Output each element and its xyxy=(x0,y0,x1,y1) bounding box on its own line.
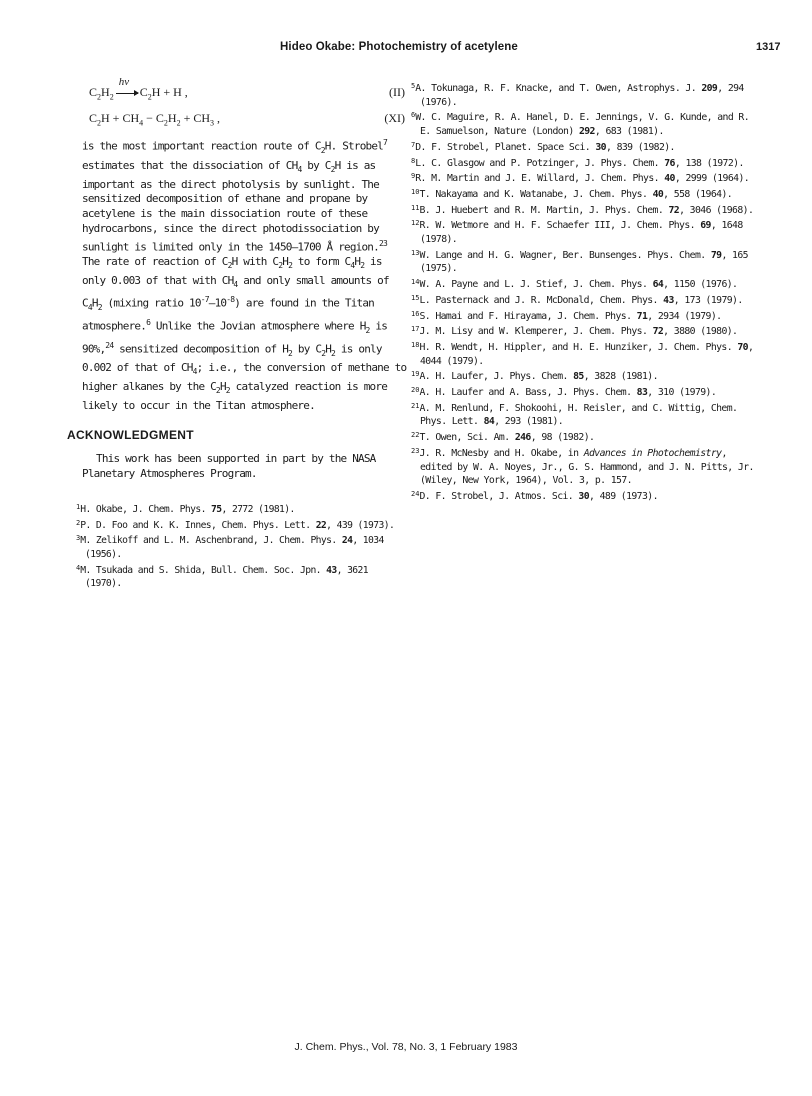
reference-volume: 84 xyxy=(483,416,495,428)
reference-volume: 40 xyxy=(652,188,664,200)
reference-citation: , 2934 (1979). xyxy=(647,310,722,322)
reference-citation: , 4044 (1979). xyxy=(420,341,754,367)
reference-text: S. Hamai and F. Hirayama, J. Chem. Phys. xyxy=(419,310,637,322)
reference-text: L. Pasternack and J. R. McDonald, Chem. Phys. xyxy=(419,294,664,306)
reference-text: J. M. Lisy and W. Klemperer, J. Chem. Phys. xyxy=(419,326,653,338)
reference-citation: , 1648 (1978). xyxy=(420,220,743,246)
reference-citation: , 839 (1982). xyxy=(605,141,675,153)
reference-number: 3 xyxy=(76,534,81,543)
reference-volume: 43 xyxy=(326,564,337,576)
journal-footer: J. Chem. Phys., Vol. 78, No. 3, 1 February 1983 xyxy=(294,1041,518,1053)
reference-item xyxy=(411,109,756,138)
reference-volume: 24 xyxy=(341,535,353,547)
reference-text: H. Okabe, J. Chem. Phys. xyxy=(80,503,212,515)
reference-item xyxy=(411,276,756,292)
left-column xyxy=(67,76,407,591)
reference-item xyxy=(411,292,756,308)
reference-citation: , 558 (1964). xyxy=(663,188,733,200)
reference-citation: , 489 (1973). xyxy=(589,490,658,502)
equation-xi: $C_2H + CH_4 - C_2H_2 + CH_3$ , (XI) xyxy=(89,111,405,128)
reference-volume: 72 xyxy=(668,204,680,216)
reference-citation: , 165 (1975). xyxy=(420,249,748,275)
reference-number: 10 xyxy=(411,187,420,196)
reference-number: 19 xyxy=(411,370,420,379)
reference-item xyxy=(411,217,756,246)
reference-item xyxy=(411,488,756,504)
reference-text: W. Lange and H. G. Wagner, Ber. Bunsenges. Phys. Chem. xyxy=(419,249,711,261)
reference-item xyxy=(411,339,756,368)
arrow-icon xyxy=(116,93,138,94)
reference-volume: 30 xyxy=(578,490,589,502)
reference-citation: , edited by W. A. Noyes, Jr., G. S. Hammond, and J. N. Pitts, Jr. (Wiley, New York, 1964), Vol. 3, p. 157. xyxy=(420,447,754,487)
reference-text: T. Nakayama and K. Watanabe, J. Chem. Phys. xyxy=(419,188,653,200)
reference-item xyxy=(411,308,756,324)
reference-text: A. H. Laufer, J. Phys. Chem. xyxy=(419,371,574,383)
reference-text: D. F. Strobel, Planet. Space Sci. xyxy=(415,141,596,153)
equation-number: (II) xyxy=(389,85,405,99)
reference-text: A. Tokunaga, R. F. Knacke, and T. Owen, Astrophys. J. xyxy=(415,83,702,94)
reference-volume: 70 xyxy=(737,341,748,353)
reference-number: 12 xyxy=(411,219,420,228)
reference-item xyxy=(411,400,756,429)
reference-book-title: Advances in Photochemistry xyxy=(583,447,722,459)
reference-text: W. A. Payne and L. J. Stief, J. Chem. Phys. xyxy=(419,279,653,291)
reference-citation: , 2772 (1981). xyxy=(221,503,295,515)
reference-volume: 209 xyxy=(701,83,718,94)
reference-text: J. R. McNesby and H. Okabe, in xyxy=(419,447,584,459)
reference-text: A. H. Laufer and A. Bass, J. Phys. Chem. xyxy=(419,387,637,399)
reference-number: 9 xyxy=(411,172,416,181)
reference-number: 5 xyxy=(411,82,416,90)
references-right xyxy=(411,80,756,504)
reference-number: 20 xyxy=(411,386,420,395)
reference-volume: 30 xyxy=(595,141,606,153)
reference-number: 1 xyxy=(76,502,81,511)
reference-citation: , 3880 (1980). xyxy=(663,326,738,338)
acknowledgment-heading: ACKNOWLEDGMENT xyxy=(67,427,194,442)
body-paragraph: is the most important reaction route of $C_2H$. Strobel$^7$ estimates that the dissociation of $CH_4$ by $C_2H$ is as important as the direct photolysis by sunlight. The sensitized decomposition of ethane and propane by acetylene is the main dissociation route of these hydrocarbons, since the direct photodissociation by sunlight is limited only in the 1450–1700 Å region.$^{23}$ The rate of reaction of $C_2H$ with $C_2H_2$ to form $C_4H_2$ is only 0.003 of that with $CH_4$ and only small amounts of $C_4H_2$ (mixing ratio $10^{-7}-10^{-8}$) are found in the Titan atmosphere.$^6$ Unlike the Jovian atmosphere where $H_2$ is 90%,$^{24}$ sensitized decomposition of $H_2$ by $C_2H_2$ is only 0.002 of that of $CH_4$; i.e., the conversion of methane to higher alkanes by the $C_2H_2$ catalyzed reaction is more likely to occur in the Titan atmosphere. xyxy=(82,138,407,413)
reference-item xyxy=(411,445,756,488)
reference-item xyxy=(411,368,756,384)
page-number: 1317 xyxy=(756,41,781,53)
reference-volume: 246 xyxy=(514,432,531,444)
reference-text: T. Owen, Sci. Am. xyxy=(419,432,515,444)
equation-ii: $C_2H_2$ hν $C_2H + H$ , (II) xyxy=(89,76,405,102)
acknowledgment-text: This work has been supported in part by the NASA Planetary Atmospheres Program. xyxy=(82,451,376,480)
reference-citation: , 98 (1982). xyxy=(530,432,595,444)
reference-item xyxy=(411,80,756,109)
reference-number: 14 xyxy=(411,278,420,287)
right-column xyxy=(411,80,756,504)
reference-text: M. Tsukada and S. Shida, Bull. Chem. Soc. Jpn. xyxy=(80,564,327,576)
reference-item xyxy=(76,532,407,561)
reference-citation: , 293 (1981). xyxy=(494,416,564,428)
reference-citation: , 439 (1973). xyxy=(326,519,395,531)
reference-volume: 85 xyxy=(573,371,584,383)
reference-text: A. M. Renlund, F. Shokoohi, H. Reisler, and C. Wittig, Chem. Phys. Lett. xyxy=(419,402,738,428)
reference-item xyxy=(76,562,407,591)
reference-volume: 71 xyxy=(636,310,648,322)
reference-item xyxy=(411,323,756,339)
reference-citation: , 3621 (1970). xyxy=(85,564,369,590)
reference-item xyxy=(76,517,407,533)
reference-text: W. C. Maguire, R. A. Hanel, D. E. Jennings, V. G. Kunde, and R. E. Samuelson, Nature (London) xyxy=(415,112,750,138)
reference-item xyxy=(76,501,407,517)
reference-text: R. M. Martin and J. E. Willard, J. Chem. Phys. xyxy=(415,173,665,185)
reference-number: 17 xyxy=(411,325,420,334)
reference-volume: 72 xyxy=(652,326,664,338)
reference-number: 15 xyxy=(411,293,420,302)
reference-item xyxy=(411,186,756,202)
reference-item xyxy=(411,155,756,171)
reference-text: M. Zelikoff and L. M. Aschenbrand, J. Chem. Phys. xyxy=(80,535,342,547)
reference-number: 7 xyxy=(411,140,416,149)
reference-volume: 76 xyxy=(664,157,675,169)
reference-number: 8 xyxy=(411,156,416,165)
reference-citation: , 3046 (1968). xyxy=(679,204,754,216)
reference-item xyxy=(411,170,756,186)
reference-number: 2 xyxy=(76,518,81,527)
reference-citation: , 173 (1979). xyxy=(673,294,743,306)
running-header-title: Hideo Okabe: Photochemistry of acetylene xyxy=(280,41,518,53)
reference-number: 13 xyxy=(411,248,420,257)
reference-volume: 292 xyxy=(578,126,595,138)
reference-text: B. J. Huebert and R. M. Martin, J. Phys. Chem. xyxy=(419,204,669,216)
reference-citation: , 1150 (1976). xyxy=(663,279,738,291)
reference-volume: 64 xyxy=(652,279,664,291)
reference-text: R. W. Wetmore and H. F. Schaefer III, J. Chem. Phys. xyxy=(419,220,701,232)
reference-citation: , 310 (1979). xyxy=(647,387,717,399)
reference-number: 18 xyxy=(411,340,420,349)
reference-number: 22 xyxy=(411,431,420,440)
references-left xyxy=(76,501,407,591)
reference-item xyxy=(411,139,756,155)
reference-text: L. C. Glasgow and P. Potzinger, J. Phys. Chem. xyxy=(415,157,665,169)
reference-volume: 69 xyxy=(700,220,711,232)
reference-citation: , 294 (1976). xyxy=(420,83,744,108)
reference-item xyxy=(411,384,756,400)
reference-text: P. D. Foo and K. K. Innes, Chem. Phys. Lett. xyxy=(80,519,316,531)
reference-number: 16 xyxy=(411,309,420,318)
equation-number: (XI) xyxy=(384,111,405,125)
reference-text: D. F. Strobel, J. Atmos. Sci. xyxy=(419,490,579,502)
reference-citation: , 683 (1981). xyxy=(594,126,664,138)
reference-citation: , 1034 (1956). xyxy=(85,535,384,561)
reference-number: 21 xyxy=(411,401,420,410)
reference-number: 11 xyxy=(411,203,420,212)
reference-text: H. R. Wendt, H. Hippler, and H. E. Hunziker, J. Chem. Phys. xyxy=(419,341,738,353)
reference-volume: 83 xyxy=(636,387,648,399)
reference-number: 24 xyxy=(411,489,420,498)
reference-item xyxy=(411,202,756,218)
reference-citation: , 3828 (1981). xyxy=(583,371,658,383)
reference-number: 6 xyxy=(411,111,416,120)
reference-volume: 22 xyxy=(315,519,327,531)
reference-item xyxy=(411,247,756,276)
reference-volume: 40 xyxy=(664,173,675,185)
reference-volume: 75 xyxy=(211,503,222,515)
reference-volume: 79 xyxy=(710,249,722,261)
reference-number: 23 xyxy=(411,446,420,455)
reference-number: 4 xyxy=(76,563,81,572)
reference-citation: , 2999 (1964). xyxy=(674,173,750,185)
reference-volume: 43 xyxy=(663,294,674,306)
reference-citation: , 138 (1972). xyxy=(674,157,744,169)
reference-item xyxy=(411,429,756,445)
